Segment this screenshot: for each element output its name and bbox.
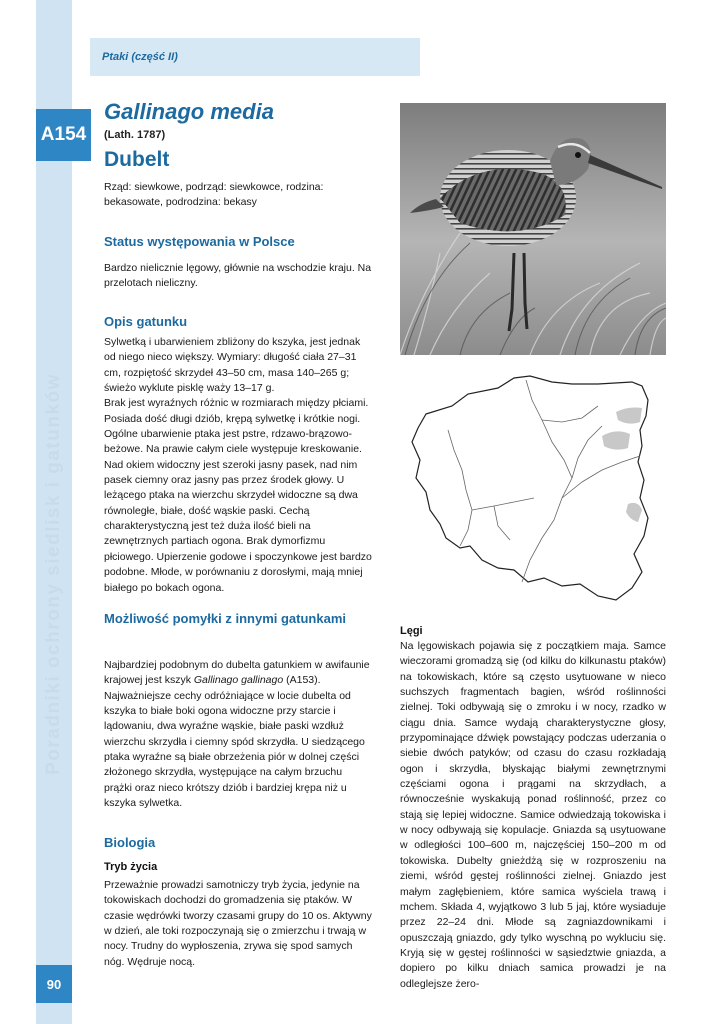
description-paragraph-1: Sylwetką i ubarwieniem zbliżony do kszyka, jest jednak od niego nieco większy. Wymiary: długość ciała 27–31 cm, rozpiętość skrzydeł 43–50 cm, masa 140–265 g; świeżo wyklute pisklę waży 13–17 g. xyxy=(104,336,361,395)
species-code-badge: A154 xyxy=(36,109,91,161)
description-text xyxy=(104,335,372,596)
page-number: 90 xyxy=(36,965,72,1003)
breeding-text xyxy=(400,639,666,992)
confusion-text xyxy=(104,658,372,811)
snipe-photo-illustration xyxy=(400,103,666,355)
header-bar xyxy=(90,38,420,76)
latin-name: Gallinago media xyxy=(104,99,274,124)
breeding-paragraph: Na lęgowiskach pojawia się z początkiem maja. Samce wieczorami gromadzą się (od kilku do kilkunastu ptaków) na tokowiskach, które są często usytuowane w nieco suchszych fragmentach bagien, wśród roślinności zielnej. Toki odbywają się o zmroku i w nocy, rzadko w ciągu dnia. Samce wydają charakterystyczne głosy, przypominające dźwięk powstający podczas uderzania o siebie dwóch patyków; od czasu do czasu rozkładają ogon i skrzydła, błyskając białymi zewnętrznymi częściami ogona i prągami na skrzydłach, a równocześnie wyskakują ponad roślinność, przez co stają się lepiej widoczne. Samice odwiedzają tokowiska i w nocy odbywają się kopulacje. Gniazda są usytuowane w odległości 100–600 m, najczęściej 150–200 m od tokowiska. Dubelty gnieżdżą się w rozproszeniu na ziemi, wśród gęstej roślinności zielnej. Gniazdo jest małym zagłębieniem, które samica wyściela trawą i mchem. Składa 4, wyjątkowo 3 lub 5 jaj, które wysiaduje przez 22–24 dni. Młode są zagniazdownikami i opuszczają gniazdo, gdy tylko wyschną po wykluciu się. Kryją się w gęstej roślinności w sąsiedztwie gniazda, a dopiero po kilku dniach samica prowadzi je na odleglejsze żero- xyxy=(400,640,666,990)
breeding-heading: Lęgi xyxy=(400,625,423,637)
confusion-heading: Możliwość pomyłki z innymi gatunkami xyxy=(104,611,346,626)
species-photo xyxy=(400,103,666,355)
confusion-text-after: (A153). Najważniejsze cechy odróżniające w locie dubelta od kszyka to białe boki ogona widoczne przy starcie i lądowaniu, dwa wyraźne wąskie, białe paski wzdłuż wierzchu skrzydła i ciemny spód skrzydła. U siedzącego ptaka wyraźne są białe obrzeżenia piór w dolnej części złożonego skrzydła, występujące na całym brzuchu prążki oraz nieco krótszy dziób i bardziej krępa niż u kszyka sylwetka. xyxy=(104,674,365,810)
range-area-north xyxy=(616,408,642,424)
confusion-text-before: Najbardziej podobnym do dubelta gatunkiem w awifaunie krajowej jest kszyk xyxy=(104,659,370,687)
distribution-map xyxy=(402,370,664,608)
author-citation: (Lath. 1787) xyxy=(104,129,166,141)
range-area-east xyxy=(626,503,642,522)
lifestyle-heading: Tryb życia xyxy=(104,861,158,873)
biology-heading: Biologia xyxy=(104,835,156,850)
vertical-series-title: Poradniki ochrony siedlisk i gatunków xyxy=(43,373,64,775)
country-border xyxy=(412,376,648,600)
lifestyle-text xyxy=(104,878,372,970)
series-title: Ptaki (część II) xyxy=(102,51,178,63)
description-paragraph-2: Brak jest wyraźnych różnic w rozmiarach między płciami. Posiada dość długi dziób, krępą sylwetkę i krótkie nogi. Ogólne ubarwienie ptaka jest pstre, rdzawo-brązowo-beżowe. Na prawie całym ciele występuje kreskowanie. Nad okiem widoczny jest szeroki jasny pasek, nad nim pasek ciemny oraz jasny pas przez środek głowy. U leżącego ptaka na wierzchu skrzydeł widoczne są dwa równoległe, białe, dość wąskie paski. Cechą charakterystyczną jest też duża ilość bieli na zewnętrznych partiach ogona. Brak dymorfizmu płciowego. Upierzenie godowe i spoczynkowe jest bardzo podobne. Młode, w porównaniu z dorosłymi, mają mniej białego po bokach ogona. xyxy=(104,397,372,594)
confusion-species-italic: Gallinago gallinago xyxy=(193,674,284,687)
taxonomy: Rząd: siewkowe, podrząd: siewkowce, rodzina: bekasowate, podrodzina: bekasy xyxy=(104,181,324,208)
rivers xyxy=(448,380,640,582)
lifestyle-paragraph: Przeważnie prowadzi samotniczy tryb życia, jedynie na tokowiskach dochodzi do gromadzenia się ptaków. W czasie wędrówki tworzy czasami grupy do 10 os. Aktywny w dzień, ale toki rozpoczynają się o zmierzchu i trwają w nocy. Trudny do wypłoszenia, zrywa się spod samych nóg. Wędruje nocą. xyxy=(104,879,372,968)
status-paragraph: Bardzo nielicznie lęgowy, głównie na wschodzie kraju. Na przelotach nieliczny. xyxy=(104,262,372,290)
poland-range-map xyxy=(402,370,664,608)
description-heading: Opis gatunku xyxy=(104,314,188,329)
status-heading: Status występowania w Polsce xyxy=(104,234,295,249)
confusion-paragraph xyxy=(104,658,372,811)
polish-name: Dubelt xyxy=(104,148,170,171)
status-text xyxy=(104,261,372,292)
range-area-northeast xyxy=(602,431,630,449)
